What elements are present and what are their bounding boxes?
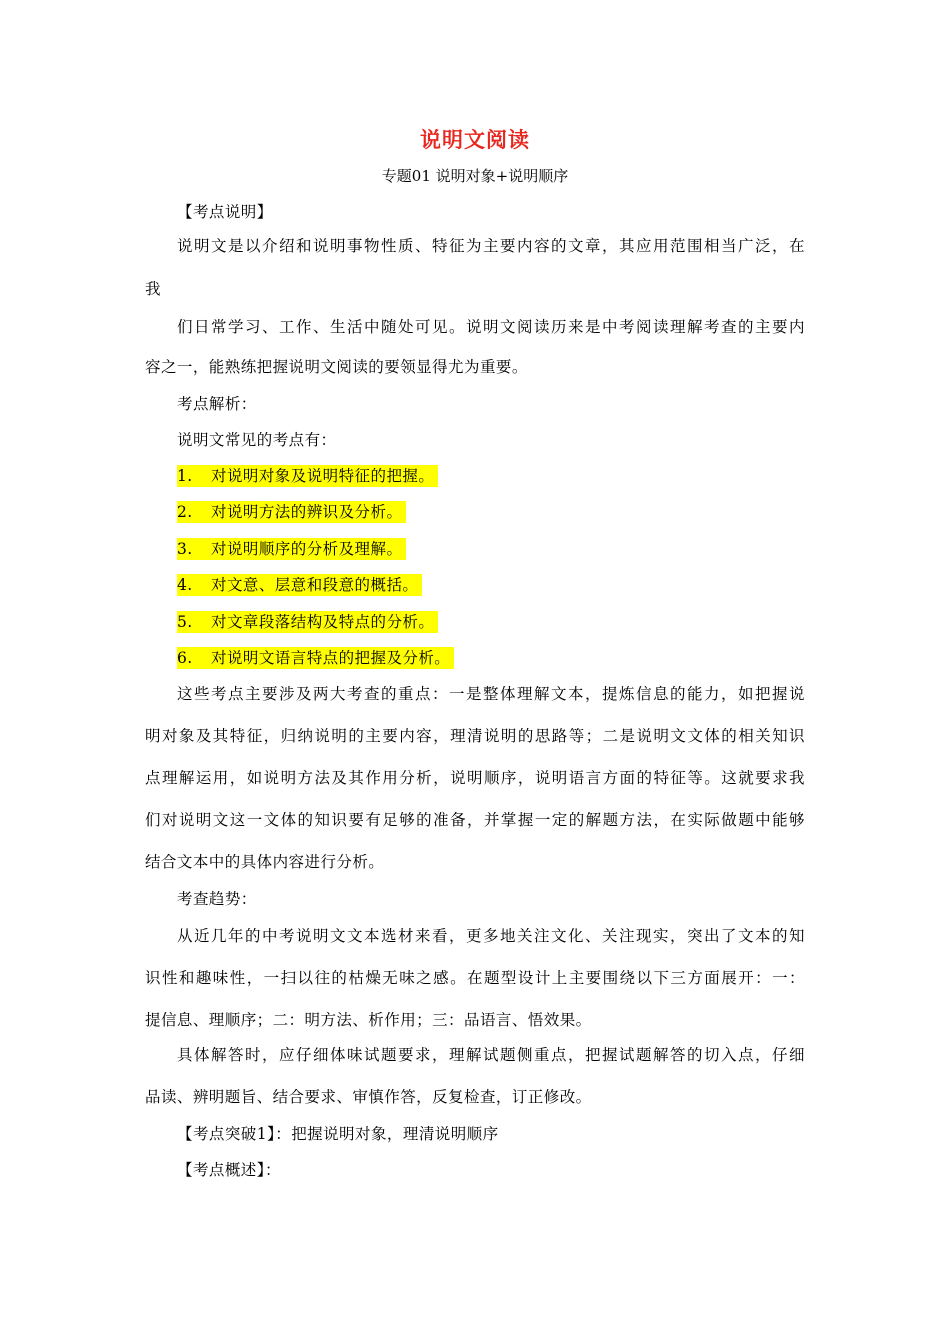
list-item-number: 1. xyxy=(177,467,193,485)
focus-paragraph-line-5: 结合文本中的具体内容进行分析。 xyxy=(145,853,385,871)
document-subtitle: 专题01 说明对象+说明顺序 xyxy=(381,167,569,185)
list-item xyxy=(177,610,805,634)
highlighted-point xyxy=(177,647,454,669)
list-item-text: 对说明方法的辨识及分析。 xyxy=(211,503,403,521)
list-item xyxy=(177,537,805,561)
list-item-number: 2. xyxy=(177,503,193,521)
list-item xyxy=(177,464,805,488)
highlighted-point xyxy=(177,538,406,560)
intro-paragraph-line-3: 们日常学习、工作、生活中随处可见。说明文阅读历来是中考阅读理解考查的主要内 xyxy=(177,318,805,336)
list-item-number: 5. xyxy=(177,613,193,631)
trend-paragraph-line-2: 识性和趣味性，一扫以往的枯燥无味之感。在题型设计上主要围绕以下三方面展开：一： xyxy=(145,969,805,987)
trend-heading: 考查趋势： xyxy=(177,890,257,908)
breakthrough-heading: 【考点突破1】：把握说明对象，理清说明顺序 xyxy=(177,1125,499,1143)
list-item-text: 对说明顺序的分析及理解。 xyxy=(211,540,403,558)
trend-paragraph-line-3: 提信息、理顺序；二：明方法、析作用；三：品语言、悟效果。 xyxy=(145,1011,592,1029)
list-item xyxy=(177,573,805,597)
list-item-number: 6. xyxy=(177,649,193,667)
list-item-number: 3. xyxy=(177,540,193,558)
list-item-text: 对文章段落结构及特点的分析。 xyxy=(211,613,435,631)
highlighted-point xyxy=(177,574,422,596)
focus-paragraph-line-2: 明对象及其特征，归纳说明的主要内容，理清说明的思路等；二是说明文文体的相关知识 xyxy=(145,727,805,745)
intro-paragraph-line-1: 说明文是以介绍和说明事物性质、特征为主要内容的文章，其应用范围相当广泛，在 xyxy=(177,237,805,255)
analysis-heading: 考点解析： xyxy=(177,395,257,413)
list-item-text: 对文意、层意和段意的概括。 xyxy=(211,576,419,594)
common-points-heading: 说明文常见的考点有： xyxy=(177,431,337,449)
highlighted-point xyxy=(177,465,438,487)
section-heading-exam-points: 【考点说明】 xyxy=(177,203,273,221)
highlighted-point xyxy=(177,611,438,633)
list-item xyxy=(177,500,805,524)
document-title: 说明文阅读 xyxy=(420,127,530,152)
list-item-number: 4. xyxy=(177,576,193,594)
focus-paragraph-line-3: 点理解运用，如说明方法及其作用分析，说明顺序，说明语言方面的特征等。这就要求我 xyxy=(145,769,805,787)
answer-paragraph-line-2: 品读、辨明题旨、结合要求、审慎作答，反复检查，订正修改。 xyxy=(145,1088,592,1106)
highlighted-point xyxy=(177,501,406,523)
list-item xyxy=(177,646,805,670)
intro-paragraph-line-2: 我 xyxy=(145,280,161,298)
list-item-text: 对说明文语言特点的把握及分析。 xyxy=(211,649,451,667)
list-item-text: 对说明对象及说明特征的把握。 xyxy=(211,467,435,485)
overview-heading: 【考点概述】： xyxy=(177,1161,281,1179)
focus-paragraph-line-4: 们对说明文这一文体的知识要有足够的准备，并掌握一定的解题方法，在实际做题中能够 xyxy=(145,811,805,829)
answer-paragraph-line-1: 具体解答时，应仔细体味试题要求，理解试题侧重点，把握试题解答的切入点，仔细 xyxy=(177,1046,805,1064)
intro-paragraph-line-4: 容之一，能熟练把握说明文阅读的要领显得尤为重要。 xyxy=(145,358,528,376)
focus-paragraph-line-1: 这些考点主要涉及两大考查的重点：一是整体理解文本，提炼信息的能力，如把握说 xyxy=(177,685,805,703)
trend-paragraph-line-1: 从近几年的中考说明文文本选材来看，更多地关注文化、关注现实，突出了文本的知 xyxy=(177,927,805,945)
